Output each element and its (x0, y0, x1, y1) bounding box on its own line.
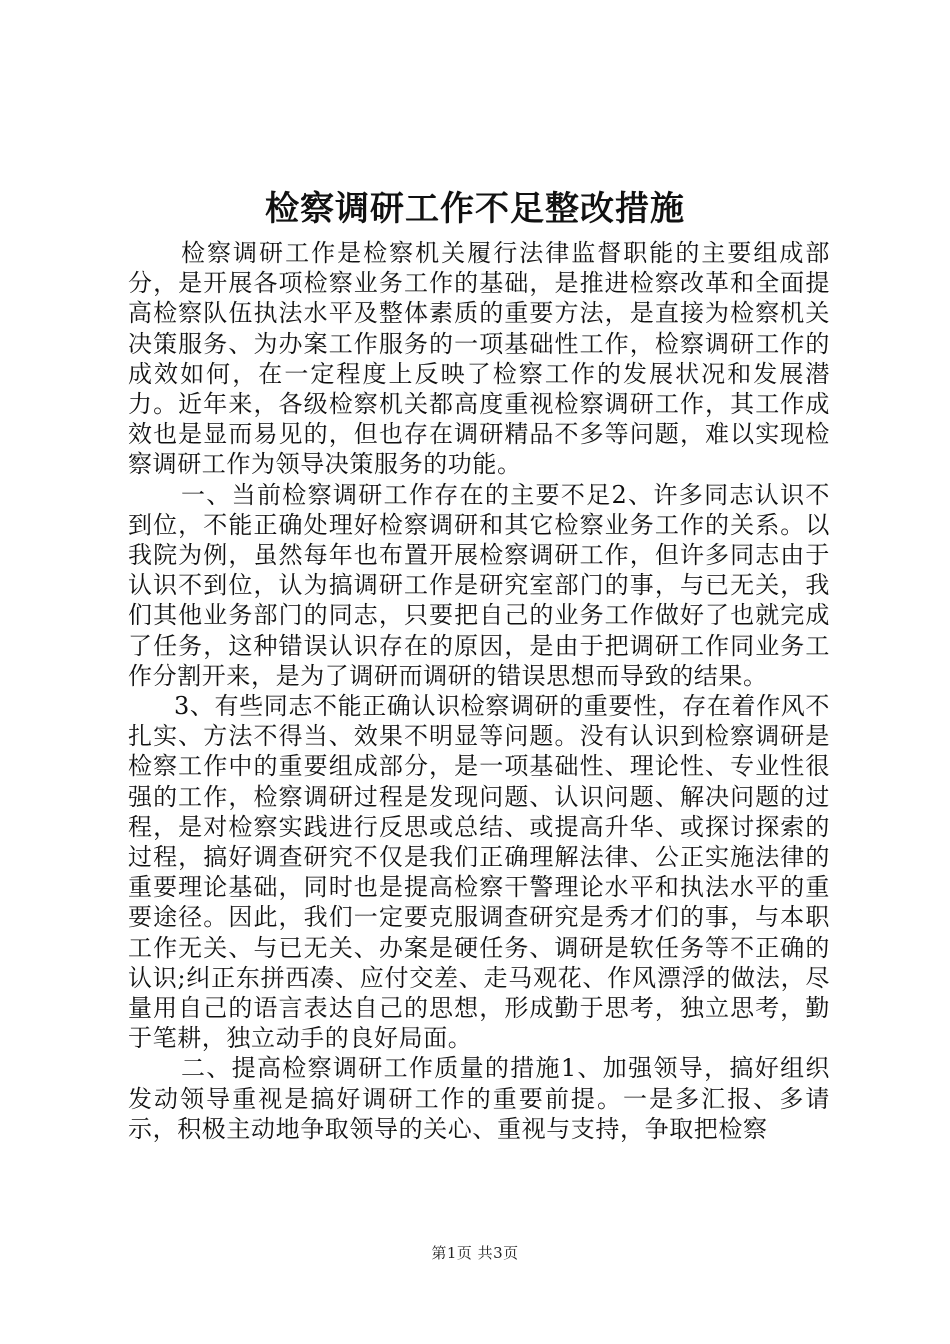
paragraph-section-one: 一、当前检察调研工作存在的主要不足2、许多同志认识不到位，不能正确处理好检察调研和其它检察业务工作的关系。以我院为例，虽然每年也布置开展检察调研工作，但许多同志由于认识不到位，认为搞调研工作是研究室部门的事，与已无关，我们其他业务部门的同志，只要把自己的业务工作做好了也就完成了任务，这种错误认识存在的原因，是由于把调研工作同业务工作分割开来，是为了调研而调研的错误思想而导致的结果。 (128, 480, 830, 690)
document-body (128, 238, 830, 1144)
paragraph-intro: 检察调研工作是检察机关履行法律监督职能的主要组成部分，是开展各项检察业务工作的基础，是推进检察改革和全面提高检察队伍执法水平及整体素质的重要方法，是直接为检察机关决策服务、为办案工作服务的一项基础性工作，检察调研工作的成效如何，在一定程度上反映了检察工作的发展状况和发展潜力。近年来，各级检察机关都高度重视检察调研工作，其工作成效也是显而易见的，但也存在调研精品不多等问题，难以实现检察调研工作为领导决策服务的功能。 (128, 239, 830, 479)
document-title: 检察调研工作不足整改措施 (265, 189, 685, 229)
paragraph-section-two: 二、提高检察调研工作质量的措施1、加强领导，搞好组织发动领导重视是搞好调研工作的重要前提。一是多汇报、多请示，积极主动地争取领导的关心、重视与支持，争取把检察 (128, 1054, 830, 1143)
paragraph-point-three: 3、有些同志不能正确认识检察调研的重要性，存在着作风不扎实、方法不得当、效果不明显等问题。没有认识到检察调研是检察工作中的重要组成部分，是一项基础性、理论性、专业性很强的工作，检察调研过程是发现问题、认识问题、解决问题的过程，是对检察实践进行反思或总结、或提高升华、或探讨探索的过程，搞好调查研究不仅是我们正确理解法律、公正实施法律的重要理论基础，同时也是提高检察干警理论水平和执法水平的重要途径。因此，我们一定要克服调查研究是秀才们的事，与本职工作无关、与已无关、办案是硬任务、调研是软任务等不正确的认识;纠正东拼西凑、应付交差、走马观花、作风漂浮的做法，尽量用自己的语言表达自己的思想，形成勤于思考，独立思考，勤于笔耕，独立动手的良好局面。 (128, 692, 830, 1053)
page-footer: 第1页 共3页 (431, 1244, 519, 1262)
